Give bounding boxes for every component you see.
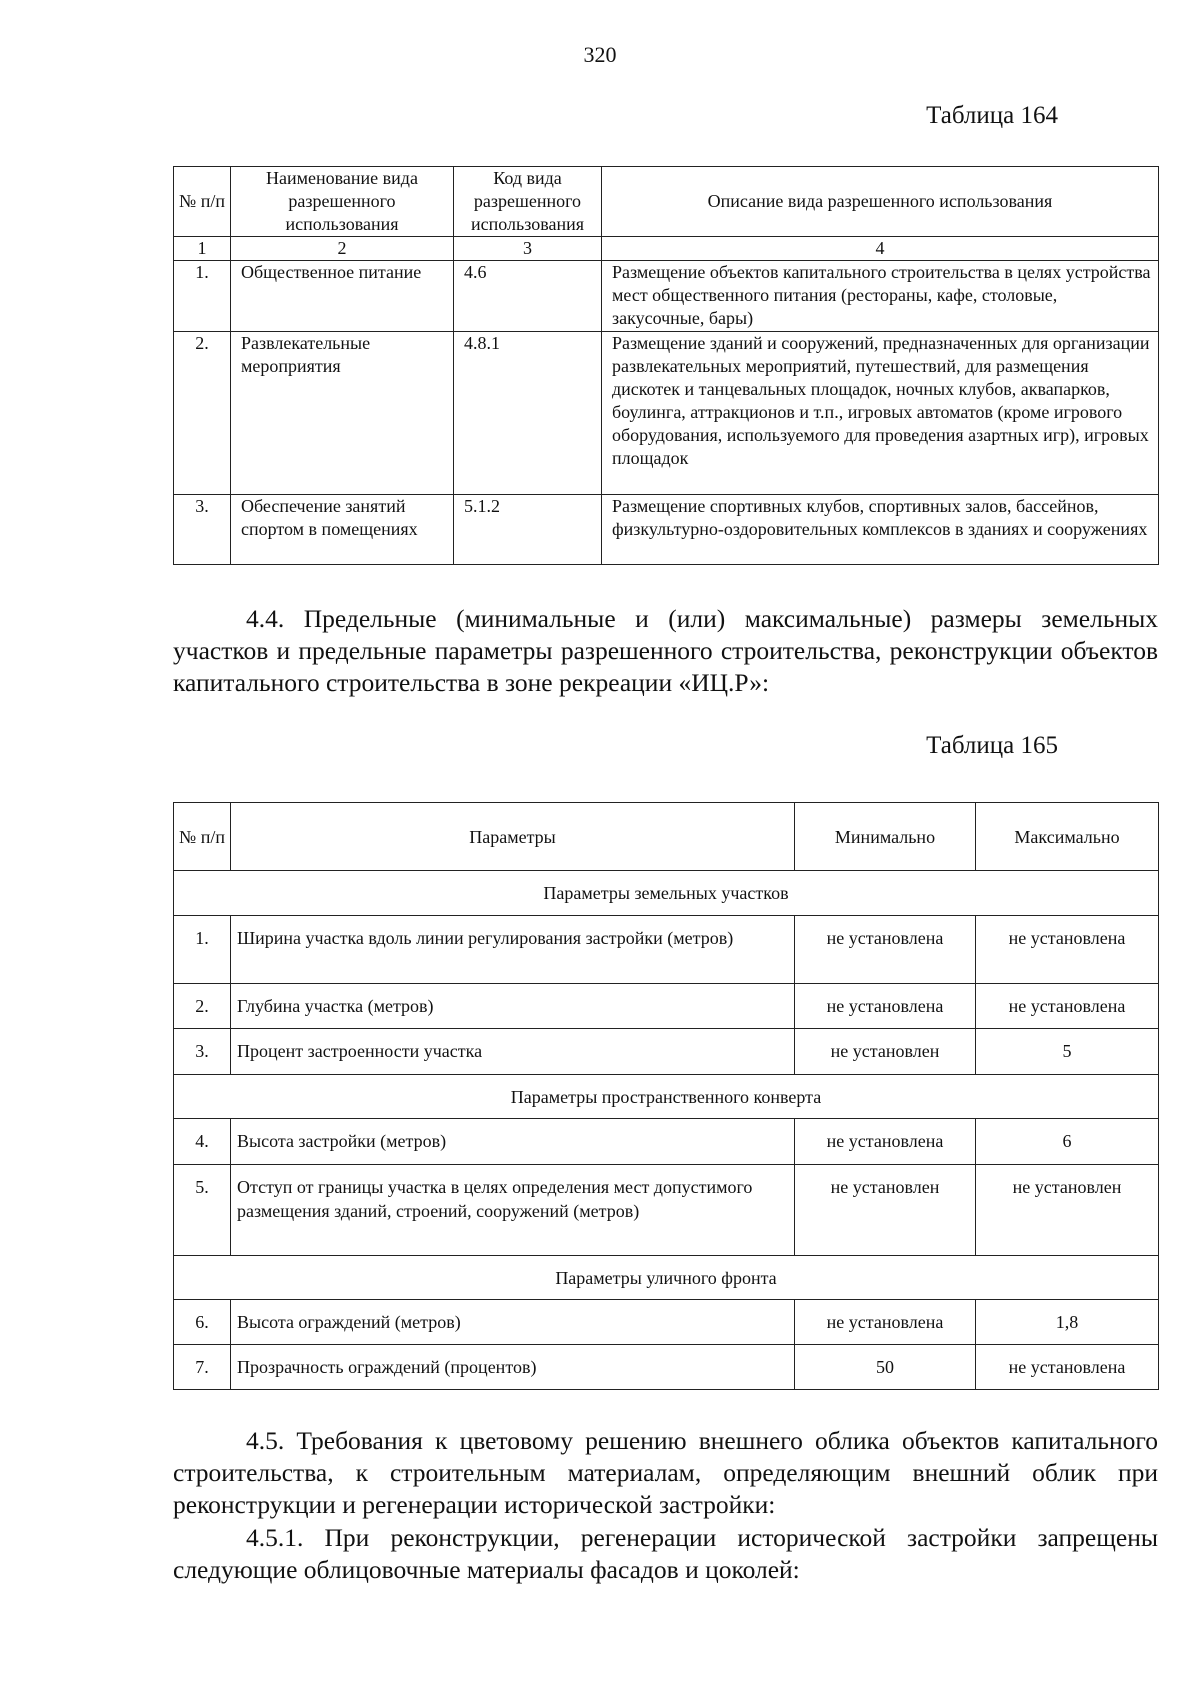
table-164-index-row <box>174 237 1159 261</box>
row-name: Развлекательные мероприятия <box>231 332 454 495</box>
row-description: Размещение спортивных клубов, спортивных залов, бассейнов, физкультурно-оздоровительных комплексов в зданиях и сооружениях <box>602 495 1159 565</box>
row-code: 5.1.2 <box>454 495 602 565</box>
index-cell: 4 <box>602 237 1159 261</box>
paragraph-4-4: 4.4. Предельные (минимальные и (или) максимальные) размеры земельных участков и предельные параметры разрешенного строительства, реконструкции объектов капитального строительства в зоне рекреации «ИЦ.Р»: <box>173 604 1158 697</box>
table-row <box>174 1345 1159 1390</box>
section-row <box>174 1075 1159 1119</box>
row-num: 3. <box>174 1029 231 1075</box>
table-165-header-row <box>174 803 1159 871</box>
row-num: 7. <box>174 1345 231 1390</box>
table-165-caption: Таблица 165 <box>926 732 1058 759</box>
row-name: Обеспечение занятий спортом в помещениях <box>231 495 454 565</box>
header-num: № п/п <box>174 803 231 871</box>
index-cell: 2 <box>231 237 454 261</box>
row-max: 1,8 <box>976 1300 1159 1345</box>
row-description: Размещение объектов капитального строительства в целях устройства мест общественного питания (рестораны, кафе, столовые, закусочные, бары) <box>602 261 1159 332</box>
table-row <box>174 984 1159 1029</box>
section-row <box>174 1256 1159 1300</box>
header-num: № п/п <box>174 167 231 237</box>
table-row <box>174 495 1159 565</box>
paragraph-4-5: 4.5. Требования к цветовому решению внешнего облика объектов капитального строительства, к строительным материалам, определяющим внешний облик при реконструкции и регенерации исторической застройки: <box>173 1426 1158 1519</box>
table-row <box>174 1029 1159 1075</box>
row-min: не установлен <box>795 1165 976 1256</box>
table-165 <box>173 802 1159 1390</box>
index-cell: 3 <box>454 237 602 261</box>
row-parameter: Процент застроенности участка <box>231 1029 795 1075</box>
row-min: не установлена <box>795 1119 976 1165</box>
row-max: не установлен <box>976 1165 1159 1256</box>
row-min: не установлена <box>795 984 976 1029</box>
row-code: 4.8.1 <box>454 332 602 495</box>
row-num: 5. <box>174 1165 231 1256</box>
section-title: Параметры земельных участков <box>174 871 1159 916</box>
row-num: 4. <box>174 1119 231 1165</box>
row-num: 2. <box>174 984 231 1029</box>
paragraph-4-5-1: 4.5.1. При реконструкции, регенерации исторической застройки запрещены следующие облицовочные материалы фасадов и цоколей: <box>173 1523 1158 1584</box>
header-parameters: Параметры <box>231 803 795 871</box>
row-min: не установлена <box>795 916 976 984</box>
table-row <box>174 1165 1159 1256</box>
row-num: 1. <box>174 261 231 332</box>
row-max: не установлена <box>976 916 1159 984</box>
table-row <box>174 1300 1159 1345</box>
row-num: 6. <box>174 1300 231 1345</box>
row-min: не установлена <box>795 1300 976 1345</box>
header-name: Наименование вида разрешенного использования <box>231 167 454 237</box>
row-name: Общественное питание <box>231 261 454 332</box>
row-parameter: Высота ограждений (метров) <box>231 1300 795 1345</box>
table-164-header-row <box>174 167 1159 237</box>
row-num: 3. <box>174 495 231 565</box>
row-num: 2. <box>174 332 231 495</box>
table-row <box>174 261 1159 332</box>
section-title: Параметры уличного фронта <box>174 1256 1159 1300</box>
row-parameter: Глубина участка (метров) <box>231 984 795 1029</box>
page-number: 320 <box>583 42 617 67</box>
row-parameter: Отступ от границы участка в целях определения мест допустимого размещения зданий, строений, сооружений (метров) <box>231 1165 795 1256</box>
table-row <box>174 1119 1159 1165</box>
index-cell: 1 <box>174 237 231 261</box>
table-row <box>174 916 1159 984</box>
row-code: 4.6 <box>454 261 602 332</box>
header-code: Код вида разрешенного использования <box>454 167 602 237</box>
row-num: 1. <box>174 916 231 984</box>
row-description: Размещение зданий и сооружений, предназначенных для организации развлекательных мероприятий, путешествий, для размещения дискотек и танцевальных площадок, ночных клубов, аквапарков, боулинга, аттракционов и т.п., игровых автоматов (кроме игрового оборудования, используемого для проведения азартных игр), игровых площадок <box>602 332 1159 495</box>
table-row <box>174 332 1159 495</box>
row-max: 5 <box>976 1029 1159 1075</box>
row-parameter: Ширина участка вдоль линии регулирования застройки (метров) <box>231 916 795 984</box>
section-row <box>174 871 1159 916</box>
table-164-caption: Таблица 164 <box>926 102 1058 129</box>
row-parameter: Прозрачность ограждений (процентов) <box>231 1345 795 1390</box>
row-max: не установлена <box>976 984 1159 1029</box>
header-minimum: Минимально <box>795 803 976 871</box>
row-max: не установлена <box>976 1345 1159 1390</box>
section-title: Параметры пространственного конверта <box>174 1075 1159 1119</box>
row-min: не установлен <box>795 1029 976 1075</box>
header-maximum: Максимально <box>976 803 1159 871</box>
row-max: 6 <box>976 1119 1159 1165</box>
row-parameter: Высота застройки (метров) <box>231 1119 795 1165</box>
table-164 <box>173 166 1159 565</box>
row-min: 50 <box>795 1345 976 1390</box>
header-description: Описание вида разрешенного использования <box>602 167 1159 237</box>
